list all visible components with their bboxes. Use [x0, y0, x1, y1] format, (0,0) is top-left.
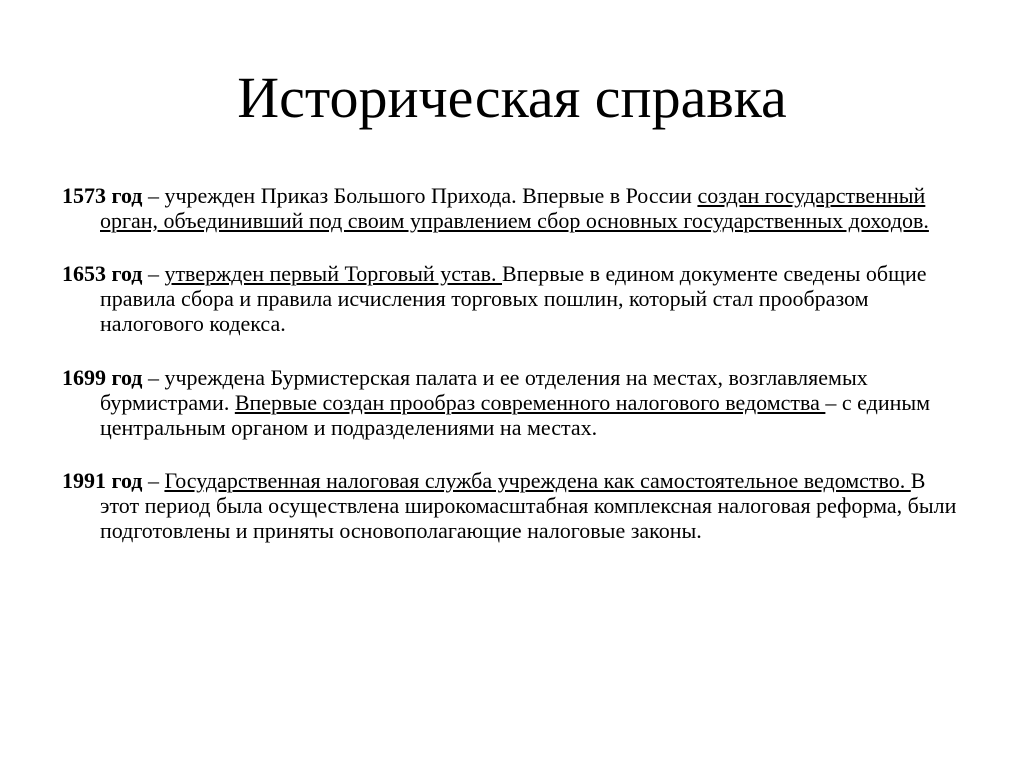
entry-year: 1699 год	[62, 365, 143, 390]
slide-title: Историческая справка	[237, 65, 787, 130]
entry-dash: –	[142, 468, 165, 493]
entry-underlined-text: Государственная налоговая служба учреждена как самостоятельное ведомство.	[164, 468, 911, 493]
history-entry-1653	[62, 261, 970, 336]
entry-dash: –	[142, 261, 165, 286]
entry-text-after: В этот период была осуществлена широкомасштабная комплексная налоговая реформа, были подготовлены и приняты основополагающие налоговые законы.	[100, 468, 957, 543]
entry-dash: –	[142, 183, 165, 208]
history-entry-1699	[62, 365, 970, 440]
entry-text-after: Впервые в едином документе сведены общие правила сбора и правила исчисления торговых пошлин, который стал прообразом налогового кодекса.	[100, 261, 927, 336]
entry-underlined-text: утвержден первый Торговый устав.	[164, 261, 502, 286]
entry-year: 1991 год	[62, 468, 143, 493]
entry-underlined-text: Впервые создан прообраз современного налогового ведомства	[234, 390, 826, 415]
entry-dash: –	[142, 365, 165, 390]
entry-text: учрежден Приказ Большого Прихода. Впервые в России	[164, 183, 698, 208]
entry-underlined-text: создан государственный орган, объединивший под своим управлением сбор основных государственных доходов.	[100, 183, 929, 233]
entry-text: учреждена Бурмистерская палата и ее отделения на местах, возглавляемых бурмистрами.	[100, 365, 868, 415]
entry-year: 1653 год	[62, 261, 143, 286]
history-entries	[62, 183, 970, 571]
history-entry-1573	[62, 183, 970, 233]
entry-year: 1573 год	[62, 183, 143, 208]
history-entry-1991	[62, 468, 970, 543]
entry-text-after: – с единым центральным органом и подразделениями на местах.	[100, 390, 931, 440]
